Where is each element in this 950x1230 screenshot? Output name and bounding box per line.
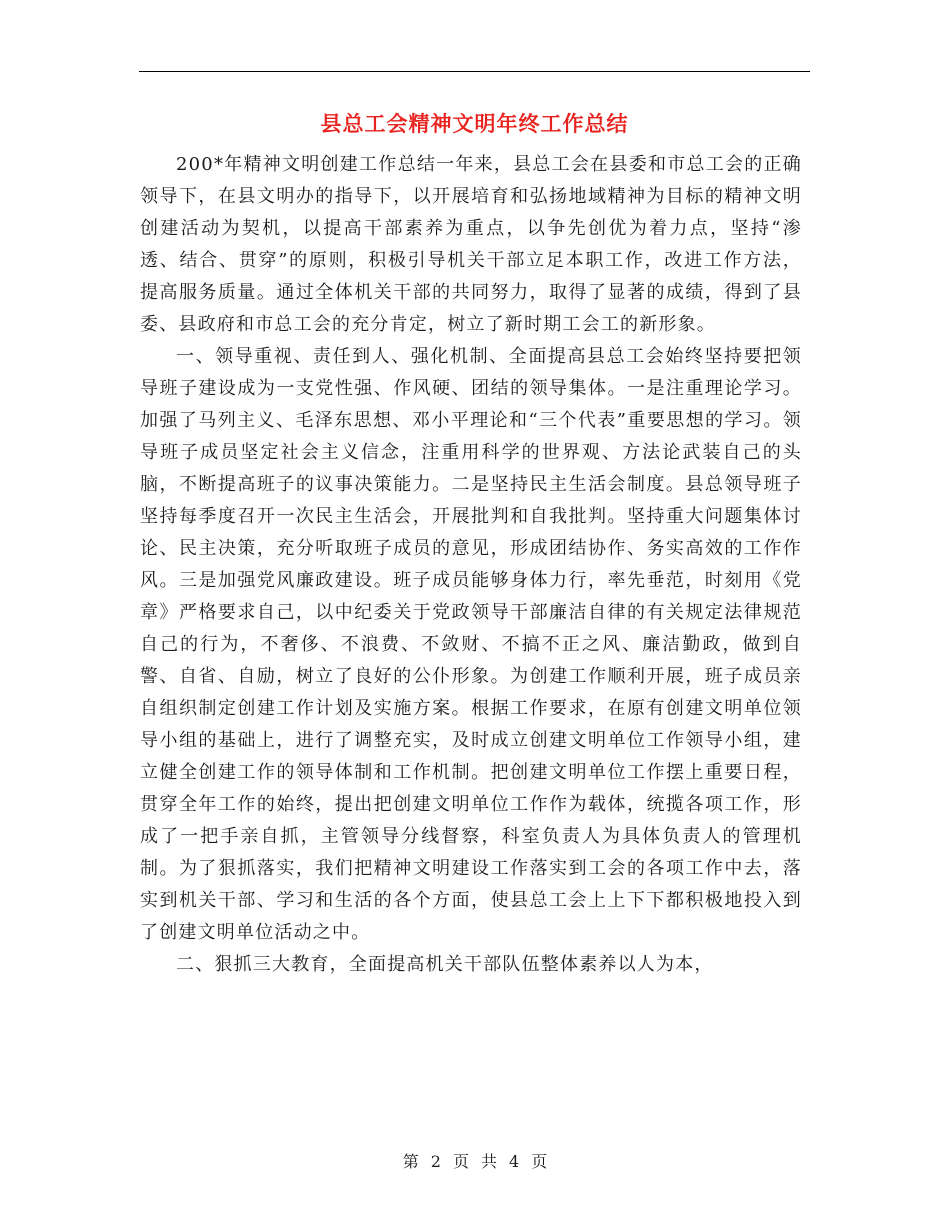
footer-page-total: 4 [509,1152,520,1171]
paragraph-section-one: 一、领导重视、责任到人、强化机制、全面提高县总工会始终坚持要把领导班子建设成为一支党性强、作风硬、团结的领导集体。一是注重理论学习。加强了马列主义、毛泽东思想、邓小平理论和“三个代表”重要思想的学习。领导班子成员坚定社会主义信念，注重用科学的世界观、方法论武装自己的头脑，不断提高班子的议事决策能力。二是坚持民主生活会制度。县总领导班子坚持每季度召开一次民主生活会，开展批判和自我批判。坚持重大问题集体讨论、民主决策，充分听取班子成员的意见，形成团结协作、务实高效的工作作风。三是加强党风廉政建设。班子成员能够身体力行，率先垂范，时刻用《党章》严格要求自己，以中纪委关于党政领导干部廉洁自律的有关规定法律规范自己的行为，不奢侈、不浪费、不敛财、不搞不正之风、廉洁勤政，做到自警、自省、自励，树立了良好的公仆形象。为创建工作顺利开展，班子成员亲自组织制定创建工作计划及实施方案。根据工作要求，在原有创建文明单位领导小组的基础上，进行了调整充实，及时成立创建文明单位工作领导小组，建立健全创建工作的领导体制和工作机制。把创建文明单位工作摆上重要日程，贯穿全年工作的始终，提出把创建文明单位工作作为载体，统揽各项工作，形成了一把手亲自抓，主管领导分线督察，科室负责人为具体负责人的管理机制。为了狠抓落实，我们把精神文明建设工作落实到工会的各项工作中去，落实到机关干部、学习和生活的各个方面，使县总工会上上下下都积极地投入到了创建文明单位活动之中。 [140,346,802,943]
footer-total-unit: 页 [531,1152,548,1171]
paragraph-intro: 200*年精神文明创建工作总结一年来，县总工会在县委和市总工会的正确领导下，在县文明办的指导下，以开展培育和弘扬地域精神为目标的精神文明创建活动为契机，以提高干部素养为重点，以争先创优为着力点，坚持“渗透、结合、贯穿”的原则，积极引导机关干部立足本职工作，改进工作方法，提高服务质量。通过全体机关干部的共同努力，取得了显著的成绩，得到了县委、县政府和市总工会的充分肯定，树立了新时期工会工的新形象。 [140,154,802,335]
document-title: 县总工会精神文明年终工作总结 [320,112,629,136]
document-body [140,149,802,981]
footer-page-unit: 页 [452,1152,469,1171]
header-rule [139,71,810,72]
footer-total-prefix: 共 [481,1152,498,1171]
page-number-footer [0,1150,950,1174]
paragraph-section-two: 二、狠抓三大教育，全面提高机关干部队伍整体素养以人为本， [176,954,714,975]
footer-page-prefix: 第 [402,1152,419,1171]
footer-page-current: 2 [430,1152,441,1171]
